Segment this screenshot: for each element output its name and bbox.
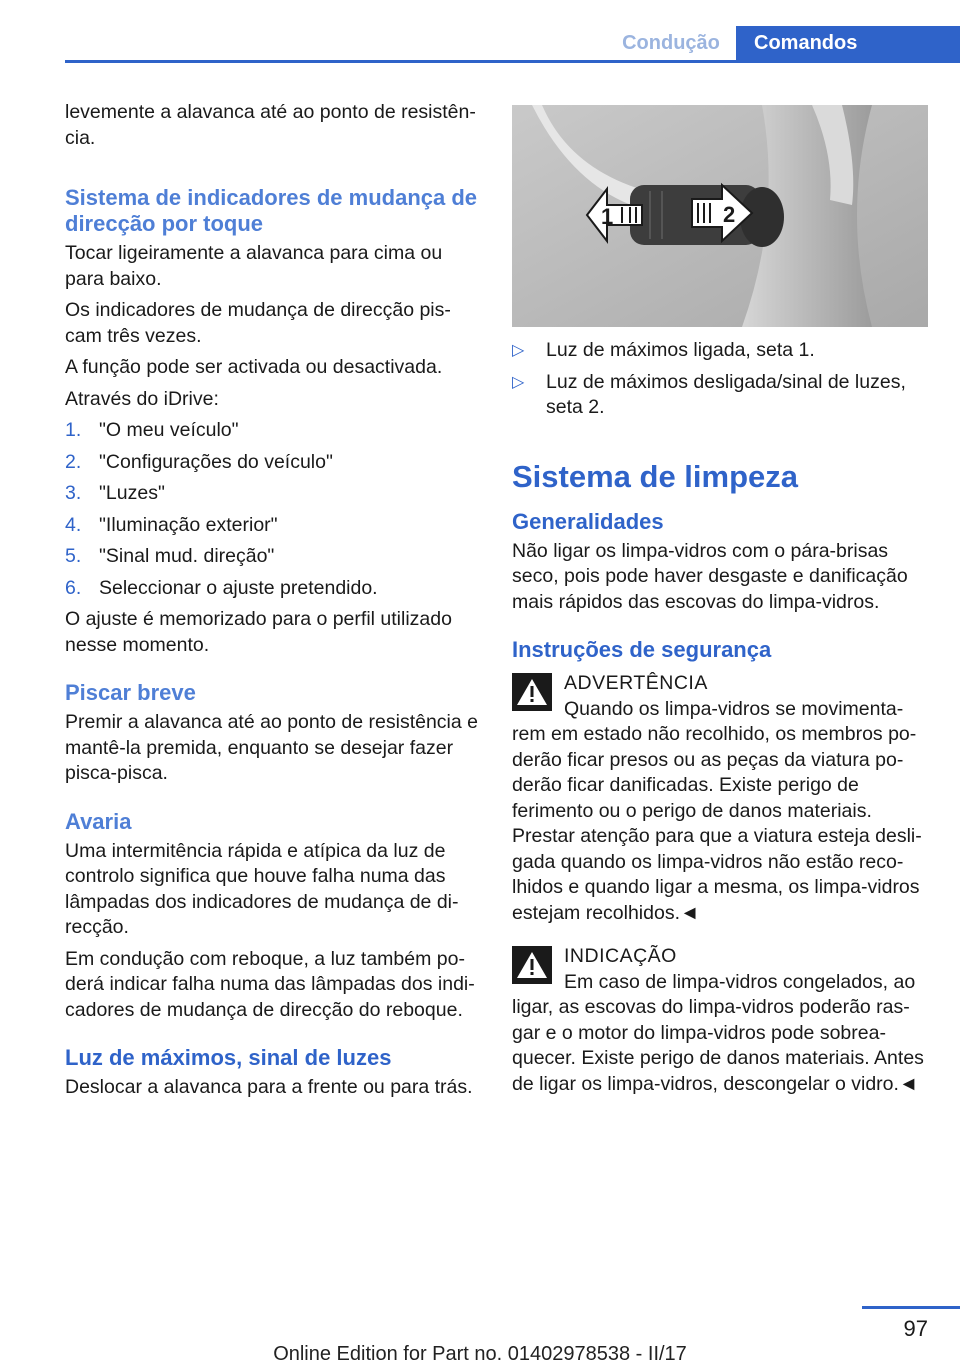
step-text: "Luzes": [99, 482, 165, 504]
header-tab-section: Condução: [622, 32, 720, 54]
touch-p2: Os indicadores de mudança de direcção piscam três vezes.: [65, 299, 451, 347]
wiper-section-title: Sistema de limpeza: [512, 458, 799, 494]
safety-heading: Instruções de segurança: [512, 637, 772, 662]
page-number: 97: [903, 1316, 928, 1341]
footer-edition: Online Edition for Part no. 01402978538 - II/17: [273, 1343, 687, 1365]
footer-rule: [862, 1306, 960, 1309]
blink-p1: Premir a alavanca até ao ponto de resistência e mantê-la premida, enquanto se desejar fazer pisca-pisca.: [65, 711, 478, 784]
step-number: 4.: [65, 513, 82, 536]
touch-p3: A função pode ser activada ou desactivada.: [65, 356, 443, 378]
idrive-steps: [65, 418, 480, 601]
step-item: [65, 513, 480, 539]
header-rule: [65, 60, 960, 63]
step-text: "O meu veículo": [99, 419, 239, 441]
highbeam-heading: Luz de máximos, sinal de luzes: [65, 1045, 392, 1070]
lever-illustration: [512, 105, 928, 327]
warning-triangle-icon: [512, 673, 552, 711]
list-item: [512, 338, 930, 364]
step-item: [65, 481, 480, 507]
step-text: Seleccionar o ajuste pretendido.: [99, 576, 378, 599]
triangle-bullet-icon: ▷: [512, 373, 525, 391]
general-p1: Não ligar os limpa-vidros com o pára-brisas seco, pois pode haver desgaste e danificação mais rápidos das escovas do limpa-vidros.: [512, 539, 908, 613]
touch-indicator-heading: Sistema de indicadores de mudança de direcção por toque: [65, 185, 478, 236]
step-item: [65, 418, 480, 444]
note-title: INDICAÇÃO: [564, 945, 677, 967]
step-number: 3.: [65, 482, 82, 504]
note-block: [512, 944, 930, 1097]
intro-text: levemente a alavanca até ao ponto de resistência.: [65, 101, 476, 149]
arrow-1-label: 1: [601, 204, 614, 229]
note-text: Em caso de limpa-vidros congelados, ao ligar, as escovas do limpa-vidros poderão rasgar e o motor do limpa-vidros pode sobreaquecer. Existe perigo de danos materiais. Antes de ligar os limpa-vidros, descongelar o vidro.◄: [512, 970, 924, 1095]
highbeam-p1: Deslocar a alavanca para a frente ou para trás.: [65, 1076, 473, 1098]
step-number: 6.: [65, 576, 82, 599]
bullet-text: Luz de máximos desligada/sinal de luzes, seta 2.: [546, 370, 906, 418]
general-heading: Generalidades: [512, 508, 664, 534]
step-text: "Iluminação exterior": [99, 513, 278, 536]
fault-heading: Avaria: [65, 808, 132, 834]
arrow-2-label: 2: [723, 202, 736, 227]
fault-p1: Uma intermitência rápida e atípica da luz de controlo significa que houve falha numa das lâmpadas dos indicadores de mudança de direcção.: [65, 839, 459, 938]
touch-p1: Tocar ligeiramente a alavanca para cima ou para baixo.: [65, 242, 443, 290]
fault-p2: Em condução com reboque, a luz também poderá indicar falha numa das lâmpadas dos indicadores de mudança de direcção do reboque.: [65, 947, 475, 1021]
touch-p4: Através do iDrive:: [65, 387, 219, 410]
step-item: [65, 576, 480, 602]
step-number: 5.: [65, 545, 82, 567]
left-column: [65, 100, 480, 1107]
step-item: [65, 544, 480, 570]
step-number: 1.: [65, 419, 82, 441]
warning-title: ADVERTÊNCIA: [564, 672, 708, 694]
warning-text: Quando os limpa-vidros se movimentarem em estado não recolhido, os membros poderão ficar presos ou as peças da viatura poderão ficar danificadas. Existe perigo de ferimento ou o perigo de danos materiais. Prestar atenção para que a viatura esteja desligada quando os limpa-vidros não estão recolhidos e quando ligar a mesma, os limpa-vidros estejam recolhidos.◄: [512, 697, 922, 924]
touch-p5: O ajuste é memorizado para o perfil utilizado nesse momento.: [65, 608, 452, 656]
triangle-bullet-icon: ▷: [512, 342, 525, 359]
right-column: [512, 338, 930, 1111]
step-number: 2.: [65, 450, 82, 473]
blink-heading: Piscar breve: [65, 680, 196, 705]
warning-triangle-icon: [512, 946, 552, 984]
step-text: "Configurações do veículo": [99, 450, 333, 473]
step-item: [65, 450, 480, 476]
highbeam-bullets: [512, 338, 930, 421]
header-tab-chapter: Comandos: [736, 26, 960, 63]
list-item: [512, 370, 930, 421]
warning-block: [512, 671, 930, 926]
step-text: "Sinal mud. direção": [99, 545, 275, 567]
bullet-text: Luz de máximos ligada, seta 1.: [546, 339, 815, 361]
